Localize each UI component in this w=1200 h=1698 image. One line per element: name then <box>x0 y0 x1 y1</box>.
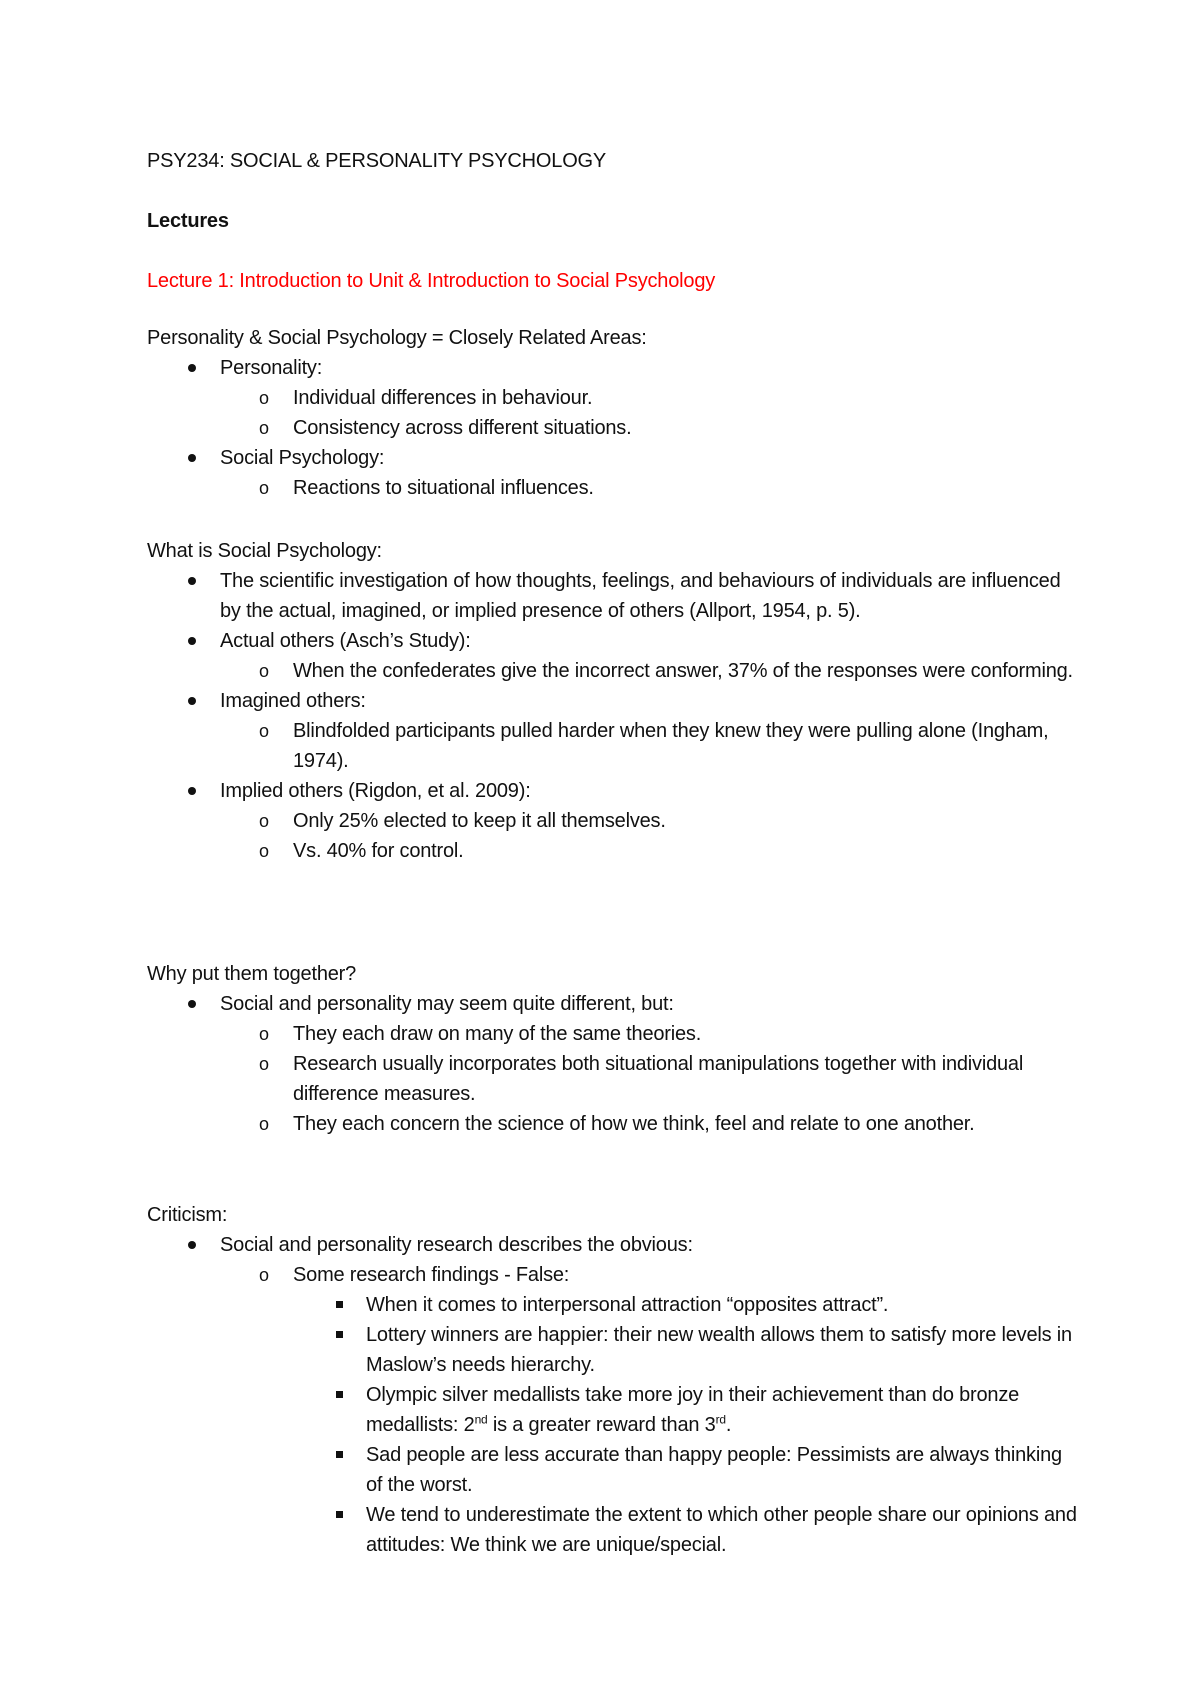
sub-list-item <box>220 1260 1077 1560</box>
circle-bullet-icon: o <box>259 1024 269 1044</box>
list-item-text: Social and personality may seem quite different, but: <box>220 993 674 1015</box>
section-heading: Why put them together? <box>147 963 357 985</box>
document-title: PSY234: SOCIAL & PERSONALITY PSYCHOLOGY <box>147 150 607 172</box>
sub-item-text: Some research findings - False: <box>293 1264 570 1286</box>
sub-list <box>147 383 1077 443</box>
finding-item <box>293 1380 1077 1440</box>
disc-bullet-icon <box>188 787 196 795</box>
section-heading: Personality & Social Psychology = Closely Related Areas: <box>147 327 647 349</box>
section-what-is-social-psychology <box>147 536 1077 866</box>
disc-bullet-icon <box>188 1241 196 1249</box>
finding-item <box>293 1440 1077 1500</box>
list-item <box>147 776 1077 866</box>
list-item-text: Actual others (Asch’s Study): <box>220 630 471 652</box>
section-why-together <box>147 959 1077 1139</box>
list-item <box>147 566 1077 626</box>
bullet-list <box>147 566 1077 866</box>
circle-bullet-icon: o <box>259 418 269 438</box>
sub-list-item <box>220 716 1077 776</box>
findings-list <box>220 1290 1077 1560</box>
circle-bullet-icon: o <box>259 1265 269 1285</box>
sub-list-item <box>220 413 1077 443</box>
bullet-list <box>147 1230 1077 1560</box>
bullet-list <box>147 353 1077 503</box>
section-related-areas <box>147 323 1077 503</box>
sub-list-item <box>220 1049 1077 1109</box>
disc-bullet-icon <box>188 364 196 372</box>
section-heading: Criticism: <box>147 1204 228 1226</box>
list-item-text: Personality: <box>220 357 323 379</box>
sub-item-text: Vs. 40% for control. <box>293 840 464 862</box>
square-bullet-icon <box>336 1301 343 1308</box>
circle-bullet-icon: o <box>259 721 269 741</box>
disc-bullet-icon <box>188 454 196 462</box>
sub-list <box>147 656 1077 686</box>
square-bullet-icon <box>336 1451 343 1458</box>
sub-list-item <box>220 473 1077 503</box>
square-bullet-icon <box>336 1391 343 1398</box>
finding-text: We tend to underestimate the extent to which other people share our opinions and attitudes: We think we are unique/special. <box>366 1504 1077 1556</box>
finding-item <box>293 1290 1077 1320</box>
square-bullet-icon <box>336 1331 343 1338</box>
list-item <box>147 353 1077 443</box>
sub-list <box>147 716 1077 776</box>
sub-item-text: Blindfolded participants pulled harder when they knew they were pulling alone (Ingham, 1974). <box>293 720 1049 772</box>
section-label-lectures: Lectures <box>147 210 229 232</box>
disc-bullet-icon <box>188 697 196 705</box>
section-criticism <box>147 1200 1077 1560</box>
list-item-text: Implied others (Rigdon, et al. 2009): <box>220 780 531 802</box>
square-bullet-icon <box>336 1511 343 1518</box>
finding-item <box>293 1320 1077 1380</box>
list-item-text: Social Psychology: <box>220 447 385 469</box>
sub-list <box>147 806 1077 866</box>
sub-list-item <box>220 806 1077 836</box>
disc-bullet-icon <box>188 637 196 645</box>
list-item-text: Imagined others: <box>220 690 366 712</box>
finding-text: Olympic silver medallists take more joy in their achievement than do bronze medallists: 2nd is a greater reward than 3rd. <box>366 1384 1020 1436</box>
finding-item <box>293 1500 1077 1560</box>
sub-list-item <box>220 656 1077 686</box>
sub-item-text: Consistency across different situations. <box>293 417 632 439</box>
bullet-list <box>147 989 1077 1139</box>
circle-bullet-icon: o <box>259 1054 269 1074</box>
circle-bullet-icon: o <box>259 811 269 831</box>
circle-bullet-icon: o <box>259 841 269 861</box>
list-item-text: Social and personality research describes the obvious: <box>220 1234 693 1256</box>
finding-text: When it comes to interpersonal attraction “opposites attract”. <box>366 1294 889 1316</box>
disc-bullet-icon <box>188 577 196 585</box>
sub-list-item <box>220 836 1077 866</box>
finding-text: Sad people are less accurate than happy people: Pessimists are always thinking of the worst. <box>366 1444 1062 1496</box>
sub-item-text: Reactions to situational influences. <box>293 477 594 499</box>
sub-item-text: They each concern the science of how we think, feel and relate to one another. <box>293 1113 975 1135</box>
sub-list <box>147 473 1077 503</box>
sub-item-text: Research usually incorporates both situational manipulations together with individual difference measures. <box>293 1053 1024 1105</box>
circle-bullet-icon: o <box>259 661 269 681</box>
sub-list-item <box>220 1109 1077 1139</box>
lecture-heading: Lecture 1: Introduction to Unit & Introduction to Social Psychology <box>147 270 716 292</box>
list-item <box>147 686 1077 776</box>
sub-item-text: When the confederates give the incorrect answer, 37% of the responses were conforming. <box>293 660 1073 682</box>
sub-list-item <box>220 1019 1077 1049</box>
list-item <box>147 626 1077 686</box>
list-item <box>147 989 1077 1139</box>
sub-item-text: Only 25% elected to keep it all themselves. <box>293 810 666 832</box>
finding-text: Lottery winners are happier: their new wealth allows them to satisfy more levels in Maslow’s needs hierarchy. <box>366 1324 1072 1376</box>
list-item <box>147 443 1077 503</box>
list-item <box>147 1230 1077 1560</box>
list-item-text: The scientific investigation of how thoughts, feelings, and behaviours of individuals are influenced by the actual, imagined, or implied presence of others (Allport, 1954, p. 5). <box>220 570 1061 622</box>
sub-list <box>147 1019 1077 1139</box>
disc-bullet-icon <box>188 1000 196 1008</box>
circle-bullet-icon: o <box>259 388 269 408</box>
sub-item-text: They each draw on many of the same theories. <box>293 1023 702 1045</box>
section-heading: What is Social Psychology: <box>147 540 382 562</box>
sub-item-text: Individual differences in behaviour. <box>293 387 593 409</box>
sub-list <box>147 1260 1077 1560</box>
sub-list-item <box>220 383 1077 413</box>
circle-bullet-icon: o <box>259 478 269 498</box>
circle-bullet-icon: o <box>259 1114 269 1134</box>
